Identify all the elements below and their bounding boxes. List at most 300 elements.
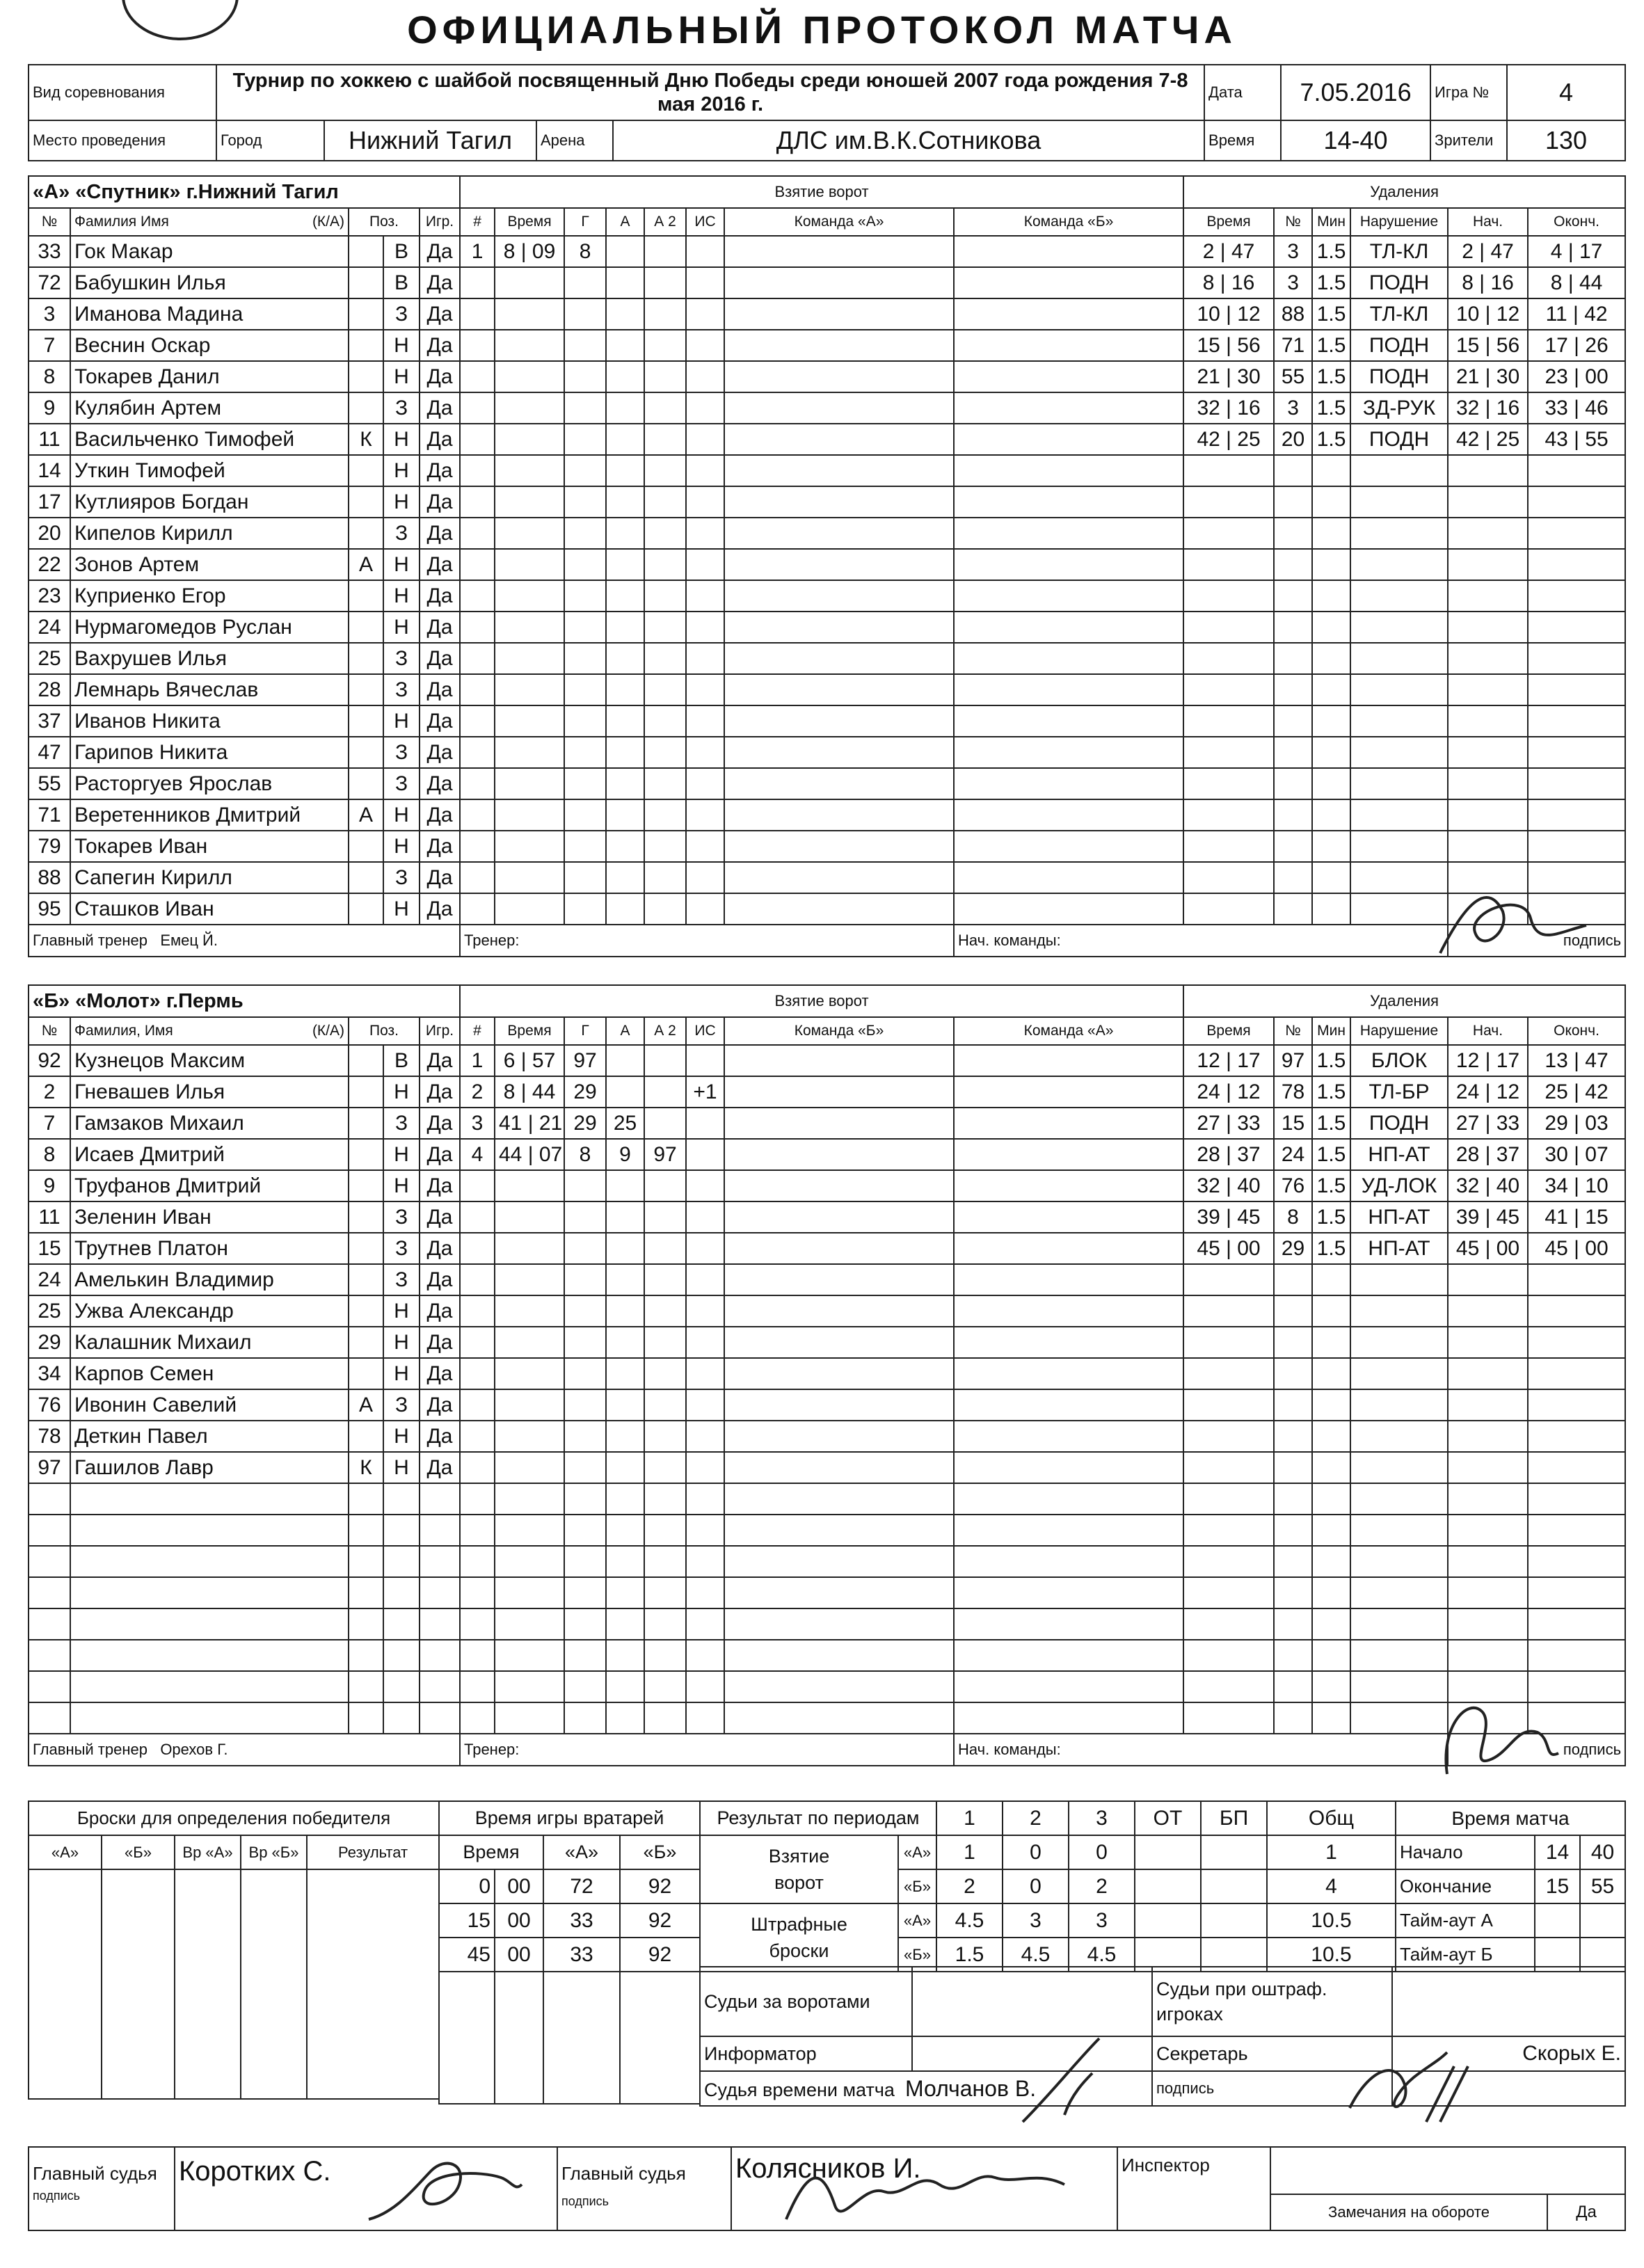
team-own-cell	[724, 1421, 954, 1452]
goal-time	[495, 1045, 564, 1076]
penalty-start-min: 32	[1455, 1174, 1480, 1197]
period-col-bp: БП	[1201, 1801, 1267, 1835]
player-number: 23	[29, 580, 70, 612]
penalty-start	[1448, 1170, 1528, 1201]
empty-cell	[1312, 1483, 1350, 1515]
player-name: Уткин Тимофей	[70, 455, 349, 486]
player-played: Да	[420, 831, 460, 862]
player-number: 11	[29, 424, 70, 455]
table-row	[29, 1702, 1625, 1734]
player-number: 76	[29, 1389, 70, 1421]
shootout-col-gk-a: Вр «А»	[175, 1835, 241, 1869]
empty-cell	[420, 1640, 460, 1671]
empty-cell	[1312, 1640, 1350, 1671]
empty-cell	[349, 1577, 383, 1608]
time-separator: |	[1214, 271, 1231, 294]
goalie-time-table	[438, 1800, 701, 2105]
penalty-end-min: 13	[1545, 1048, 1568, 1072]
empty-cell	[1448, 1452, 1528, 1483]
empty-cell	[383, 1608, 420, 1640]
empty-cell	[349, 1546, 383, 1577]
empty-cell	[606, 580, 644, 612]
player-name: Веснин Оскар	[70, 330, 349, 361]
player-played: Да	[420, 1045, 460, 1076]
empty-cell	[564, 1295, 606, 1327]
player-played: Да	[420, 518, 460, 549]
empty-cell	[420, 1608, 460, 1640]
empty-cell	[686, 549, 724, 580]
empty-cell	[686, 1577, 724, 1608]
empty-cell	[1274, 1702, 1312, 1734]
empty-cell	[460, 1577, 495, 1608]
goal-scorer: 8	[564, 1139, 606, 1170]
empty-cell	[1274, 612, 1312, 643]
empty-cell	[564, 1421, 606, 1452]
empty-cell	[644, 330, 686, 361]
table-row	[29, 1608, 1625, 1640]
col-g-b: Г	[564, 1017, 606, 1045]
empty-cell	[686, 1702, 724, 1734]
team-a-signature: подпись	[1448, 925, 1625, 957]
time-separator: |	[1479, 1048, 1497, 1072]
goal-time-min: 6	[503, 1048, 516, 1072]
time-separator: |	[1479, 1174, 1497, 1197]
penalty-start-sec: 16	[1496, 396, 1520, 420]
col-name	[70, 208, 349, 236]
table-row	[29, 1546, 1625, 1577]
empty-cell	[564, 643, 606, 674]
time-separator: |	[1220, 1080, 1238, 1103]
player-role	[349, 1045, 383, 1076]
time-separator: |	[1220, 365, 1238, 388]
goal-assist-1	[606, 1045, 644, 1076]
goal-time-min: 44	[499, 1142, 522, 1166]
empty-cell	[495, 424, 564, 455]
empty-cell	[644, 1295, 686, 1327]
team-a-roster	[28, 175, 1626, 957]
empty-cell	[644, 1233, 686, 1264]
empty-cell	[1448, 643, 1528, 674]
player-number: 79	[29, 831, 70, 862]
empty-cell	[686, 1358, 724, 1389]
penalty-time-min: 15	[1197, 333, 1220, 357]
penalty-time-min: 28	[1197, 1142, 1220, 1166]
empty-cell	[1274, 893, 1312, 925]
team-b-title: «Б» «Молот» г.Пермь	[29, 985, 460, 1017]
empty-cell	[1350, 674, 1448, 705]
empty-cell	[686, 298, 724, 330]
empty-cell	[460, 1233, 495, 1264]
penalty-start-sec: 16	[1490, 271, 1514, 294]
player-position: З	[383, 1201, 420, 1233]
penalty-player: 24	[1274, 1139, 1312, 1170]
empty-cell	[606, 549, 644, 580]
empty-cell	[1350, 580, 1448, 612]
time-separator: |	[1479, 1205, 1497, 1229]
player-position: В	[383, 1045, 420, 1076]
player-played: Да	[420, 392, 460, 424]
empty-cell	[460, 1264, 495, 1295]
empty-cell	[686, 1295, 724, 1327]
empty-cell	[644, 361, 686, 392]
empty-cell	[1448, 486, 1528, 518]
goal-assist-1	[606, 1076, 644, 1108]
goal-time-sec: 57	[532, 1048, 556, 1072]
team-opp-cell	[954, 1233, 1183, 1264]
penalty-minutes: 1.5	[1312, 236, 1350, 267]
empty-cell	[1448, 831, 1528, 862]
team-own-cell	[724, 392, 954, 424]
empty-cell	[420, 1671, 460, 1702]
informer-label: Информатор	[700, 2036, 912, 2071]
goal-number: 2	[460, 1076, 495, 1108]
team-opp-cell	[954, 1108, 1183, 1139]
empty-cell	[1350, 455, 1448, 486]
col-end-b: Оконч.	[1528, 1017, 1625, 1045]
penalty-time-sec: 16	[1231, 271, 1255, 294]
empty-cell	[606, 1264, 644, 1295]
referee2-label	[557, 2147, 731, 2230]
player-name: Вахрушев Илья	[70, 643, 349, 674]
empty-cell	[564, 1452, 606, 1483]
match-start-hour: 14	[1535, 1835, 1580, 1869]
player-number: 14	[29, 455, 70, 486]
team-own-cell	[724, 1671, 954, 1702]
col-team-b: Команда «Б»	[954, 208, 1183, 236]
empty-cell	[495, 612, 564, 643]
empty-cell	[1528, 705, 1625, 737]
penalty-time-min: 21	[1197, 365, 1220, 388]
penalty-end-min: 23	[1545, 365, 1568, 388]
time-separator: |	[1479, 1111, 1497, 1135]
penalty-time-sec: 16	[1237, 396, 1261, 420]
penalty-start-sec: 37	[1496, 1142, 1520, 1166]
player-name: Зонов Артем	[70, 549, 349, 580]
penalty-start	[1448, 298, 1528, 330]
player-number: 25	[29, 1295, 70, 1327]
empty-cell	[460, 1327, 495, 1358]
empty-cell	[644, 674, 686, 705]
team-opp-cell	[954, 1201, 1183, 1233]
empty-cell	[460, 1608, 495, 1640]
player-role: К	[349, 424, 383, 455]
player-role	[349, 643, 383, 674]
empty-cell	[644, 1546, 686, 1577]
empty-cell	[644, 1421, 686, 1452]
player-played: Да	[420, 862, 460, 893]
empty-cell	[1350, 1483, 1448, 1515]
player-name: Васильченко Тимофей	[70, 424, 349, 455]
penalty-time	[1183, 424, 1274, 455]
player-position: З	[383, 1389, 420, 1421]
empty-cell	[460, 424, 495, 455]
empty-cell	[644, 1671, 686, 1702]
player-position: Н	[383, 1421, 420, 1452]
team-opp-cell	[954, 267, 1183, 298]
penalty-time-sec: 30	[1237, 365, 1261, 388]
empty-cell	[686, 1671, 724, 1702]
empty-cell	[29, 1608, 70, 1640]
empty-cell	[383, 1702, 420, 1734]
empty-cell	[495, 1295, 564, 1327]
goals-a-bp	[1201, 1835, 1267, 1869]
penalty-time-sec: 25	[1237, 427, 1261, 451]
empty-cell	[1312, 1546, 1350, 1577]
player-number: 88	[29, 862, 70, 893]
penalty-violation: ТЛ-КЛ	[1350, 236, 1448, 267]
player-role	[349, 455, 383, 486]
time-separator: |	[522, 1111, 539, 1135]
empty-cell	[460, 1640, 495, 1671]
empty-cell	[460, 1295, 495, 1327]
team-a-signature-scribble	[1426, 870, 1593, 974]
team-own-cell	[724, 549, 954, 580]
player-name: Гневашев Илья	[70, 1076, 349, 1108]
empty-cell	[1183, 1702, 1274, 1734]
empty-cell	[1528, 1608, 1625, 1640]
player-played: Да	[420, 361, 460, 392]
col-pen-min: Мин	[1312, 208, 1350, 236]
team-opp-cell	[954, 392, 1183, 424]
empty-cell	[495, 1389, 564, 1421]
player-name: Карпов Семен	[70, 1358, 349, 1389]
empty-cell	[644, 799, 686, 831]
penalty-violation: ПОДН	[1350, 361, 1448, 392]
goalie-time-title: Время игры вратарей	[439, 1801, 700, 1835]
empty-cell	[1448, 1577, 1528, 1608]
team-opp-cell	[954, 1671, 1183, 1702]
empty-cell	[1312, 1608, 1350, 1640]
penalty-player: 71	[1274, 330, 1312, 361]
player-played: Да	[420, 455, 460, 486]
empty-cell	[606, 455, 644, 486]
empty-cell	[349, 1671, 383, 1702]
player-played: Да	[420, 612, 460, 643]
player-role	[349, 612, 383, 643]
team-own-cell	[724, 643, 954, 674]
team-own-cell	[724, 831, 954, 862]
empty-cell	[495, 1546, 564, 1577]
penalty-start-min: 24	[1455, 1080, 1480, 1103]
penalty-end-min: 43	[1545, 427, 1568, 451]
penalty-time-sec: 40	[1237, 1174, 1261, 1197]
player-role	[349, 674, 383, 705]
empty-cell	[1312, 580, 1350, 612]
player-role	[349, 580, 383, 612]
empty-cell	[686, 1483, 724, 1515]
player-number: 95	[29, 893, 70, 925]
penalties-section-label-b: Удаления	[1183, 985, 1625, 1017]
team-own-cell	[724, 674, 954, 705]
empty-cell	[1528, 486, 1625, 518]
empty-cell	[495, 1452, 564, 1483]
empty-cell	[606, 1327, 644, 1358]
empty-cell	[1274, 768, 1312, 799]
referee2-signature-label: подпись	[561, 2194, 609, 2208]
empty-cell	[1350, 643, 1448, 674]
penalty-time-min: 8	[1202, 271, 1215, 294]
player-role	[349, 1358, 383, 1389]
pim-b-p1: 1.5	[936, 1938, 1003, 1972]
empty-cell	[564, 799, 606, 831]
empty-cell	[1528, 737, 1625, 768]
empty-cell	[1528, 1358, 1625, 1389]
match-start-label: Начало	[1396, 1835, 1535, 1869]
empty-cell	[644, 893, 686, 925]
col-a: А	[606, 208, 644, 236]
empty-cell	[495, 1358, 564, 1389]
penalty-minutes: 1.5	[1312, 267, 1350, 298]
empty-cell	[1312, 455, 1350, 486]
shootout-col-gk-b: Вр «Б»	[241, 1835, 307, 1869]
empty-cell	[1448, 549, 1528, 580]
table-row	[29, 455, 1625, 486]
empty-cell	[1350, 1452, 1448, 1483]
player-role	[349, 1201, 383, 1233]
empty-cell	[686, 1640, 724, 1671]
empty-cell	[349, 1483, 383, 1515]
player-name: Сташков Иван	[70, 893, 349, 925]
penalty-minutes: 1.5	[1312, 424, 1350, 455]
empty-cell	[564, 1170, 606, 1201]
penalty-start-min: 15	[1455, 333, 1480, 357]
empty-cell	[460, 643, 495, 674]
time-separator: |	[515, 1048, 532, 1072]
goals-a-total: 1	[1267, 1835, 1396, 1869]
empty-cell	[460, 1389, 495, 1421]
player-role	[349, 1108, 383, 1139]
empty-cell	[1274, 1640, 1312, 1671]
team-opp-cell	[954, 1702, 1183, 1734]
player-played: Да	[420, 768, 460, 799]
penalty-start	[1448, 361, 1528, 392]
col-team-a: Команда «А»	[724, 208, 954, 236]
timekeeper-signature-scribble	[1009, 2031, 1113, 2129]
empty-cell	[686, 862, 724, 893]
competition-label: Вид соревнования	[29, 65, 216, 120]
empty-cell	[686, 1389, 724, 1421]
team-opp-cell	[954, 1170, 1183, 1201]
referee-name: Коротких С.	[175, 2147, 557, 2230]
penalty-end	[1528, 392, 1625, 424]
empty-cell	[1312, 674, 1350, 705]
table-row	[29, 1452, 1625, 1483]
empty-cell	[606, 1295, 644, 1327]
empty-cell	[1350, 486, 1448, 518]
empty-cell	[29, 1640, 70, 1671]
penalty-end	[1528, 424, 1625, 455]
player-role	[349, 1421, 383, 1452]
table-row	[29, 674, 1625, 705]
empty-cell	[686, 1201, 724, 1233]
empty-cell	[1183, 1515, 1274, 1546]
shootout-col-a: «А»	[29, 1835, 102, 1869]
col-pen-time-b: Время	[1183, 1017, 1274, 1045]
player-position: Н	[383, 1170, 420, 1201]
empty-cell	[1528, 1577, 1625, 1608]
player-role	[349, 1139, 383, 1170]
periods-table	[699, 1800, 1396, 1972]
empty-cell	[1350, 831, 1448, 862]
empty-cell	[1312, 1327, 1350, 1358]
empty-cell	[606, 330, 644, 361]
penalty-time-min: 32	[1197, 1174, 1220, 1197]
penalty-start-min: 28	[1455, 1142, 1480, 1166]
team-own-cell	[724, 1483, 954, 1515]
col-played: Игр.	[420, 208, 460, 236]
team-opp-cell	[954, 674, 1183, 705]
penalty-end-sec: 46	[1585, 396, 1609, 420]
table-row	[29, 486, 1625, 518]
goals-b-bp	[1201, 1869, 1267, 1903]
table-row	[29, 1076, 1625, 1108]
table-row	[29, 1264, 1625, 1295]
team-opp-cell	[954, 831, 1183, 862]
empty-cell	[606, 768, 644, 799]
player-name: Токарев Иван	[70, 831, 349, 862]
penalty-start-min: 8	[1462, 271, 1474, 294]
empty-cell	[1274, 1358, 1312, 1389]
penalty-time	[1183, 1108, 1274, 1139]
penalty-end-sec: 17	[1579, 239, 1603, 263]
penalty-end-sec: 00	[1585, 1236, 1609, 1260]
empty-cell	[1312, 612, 1350, 643]
team-own-cell	[724, 424, 954, 455]
team-own-cell	[724, 1515, 954, 1546]
player-played: Да	[420, 549, 460, 580]
match-end-min: 55	[1580, 1869, 1625, 1903]
empty-cell	[495, 1233, 564, 1264]
goal-number: 3	[460, 1108, 495, 1139]
empty-cell	[1312, 768, 1350, 799]
empty-cell	[1448, 705, 1528, 737]
player-position: Н	[383, 486, 420, 518]
player-played: Да	[420, 1327, 460, 1358]
empty-cell	[564, 612, 606, 643]
time-separator: |	[1220, 396, 1238, 420]
player-name: Лемнарь Вячеслав	[70, 674, 349, 705]
player-number: 2	[29, 1076, 70, 1108]
empty-cell	[1528, 580, 1625, 612]
penalty-violation: ЗД-РУК	[1350, 392, 1448, 424]
player-name: Иванов Никита	[70, 705, 349, 737]
empty-cell	[1274, 1546, 1312, 1577]
empty-cell	[606, 893, 644, 925]
goals-b-p1: 2	[936, 1869, 1003, 1903]
empty-cell	[1448, 455, 1528, 486]
goal-time	[495, 236, 564, 267]
player-position: Н	[383, 1358, 420, 1389]
empty-cell	[686, 1233, 724, 1264]
team-opp-cell	[954, 799, 1183, 831]
penalty-start	[1448, 424, 1528, 455]
empty-cell	[383, 1546, 420, 1577]
inspector-label: Инспектор	[1117, 2147, 1270, 2230]
player-name: Труфанов Дмитрий	[70, 1170, 349, 1201]
empty-cell	[1350, 737, 1448, 768]
player-played: Да	[420, 1139, 460, 1170]
empty-cell	[686, 580, 724, 612]
col-no-b: №	[29, 1017, 70, 1045]
penalty-violation: ТЛ-БР	[1350, 1076, 1448, 1108]
player-played: Да	[420, 236, 460, 267]
table-row	[29, 1483, 1625, 1515]
team-b-head-coach	[29, 1734, 460, 1766]
penalty-start-sec: 30	[1496, 365, 1520, 388]
head-coach-name-b: Орехов Г.	[160, 1741, 228, 1758]
penalty-start	[1448, 1233, 1528, 1264]
player-played: Да	[420, 486, 460, 518]
